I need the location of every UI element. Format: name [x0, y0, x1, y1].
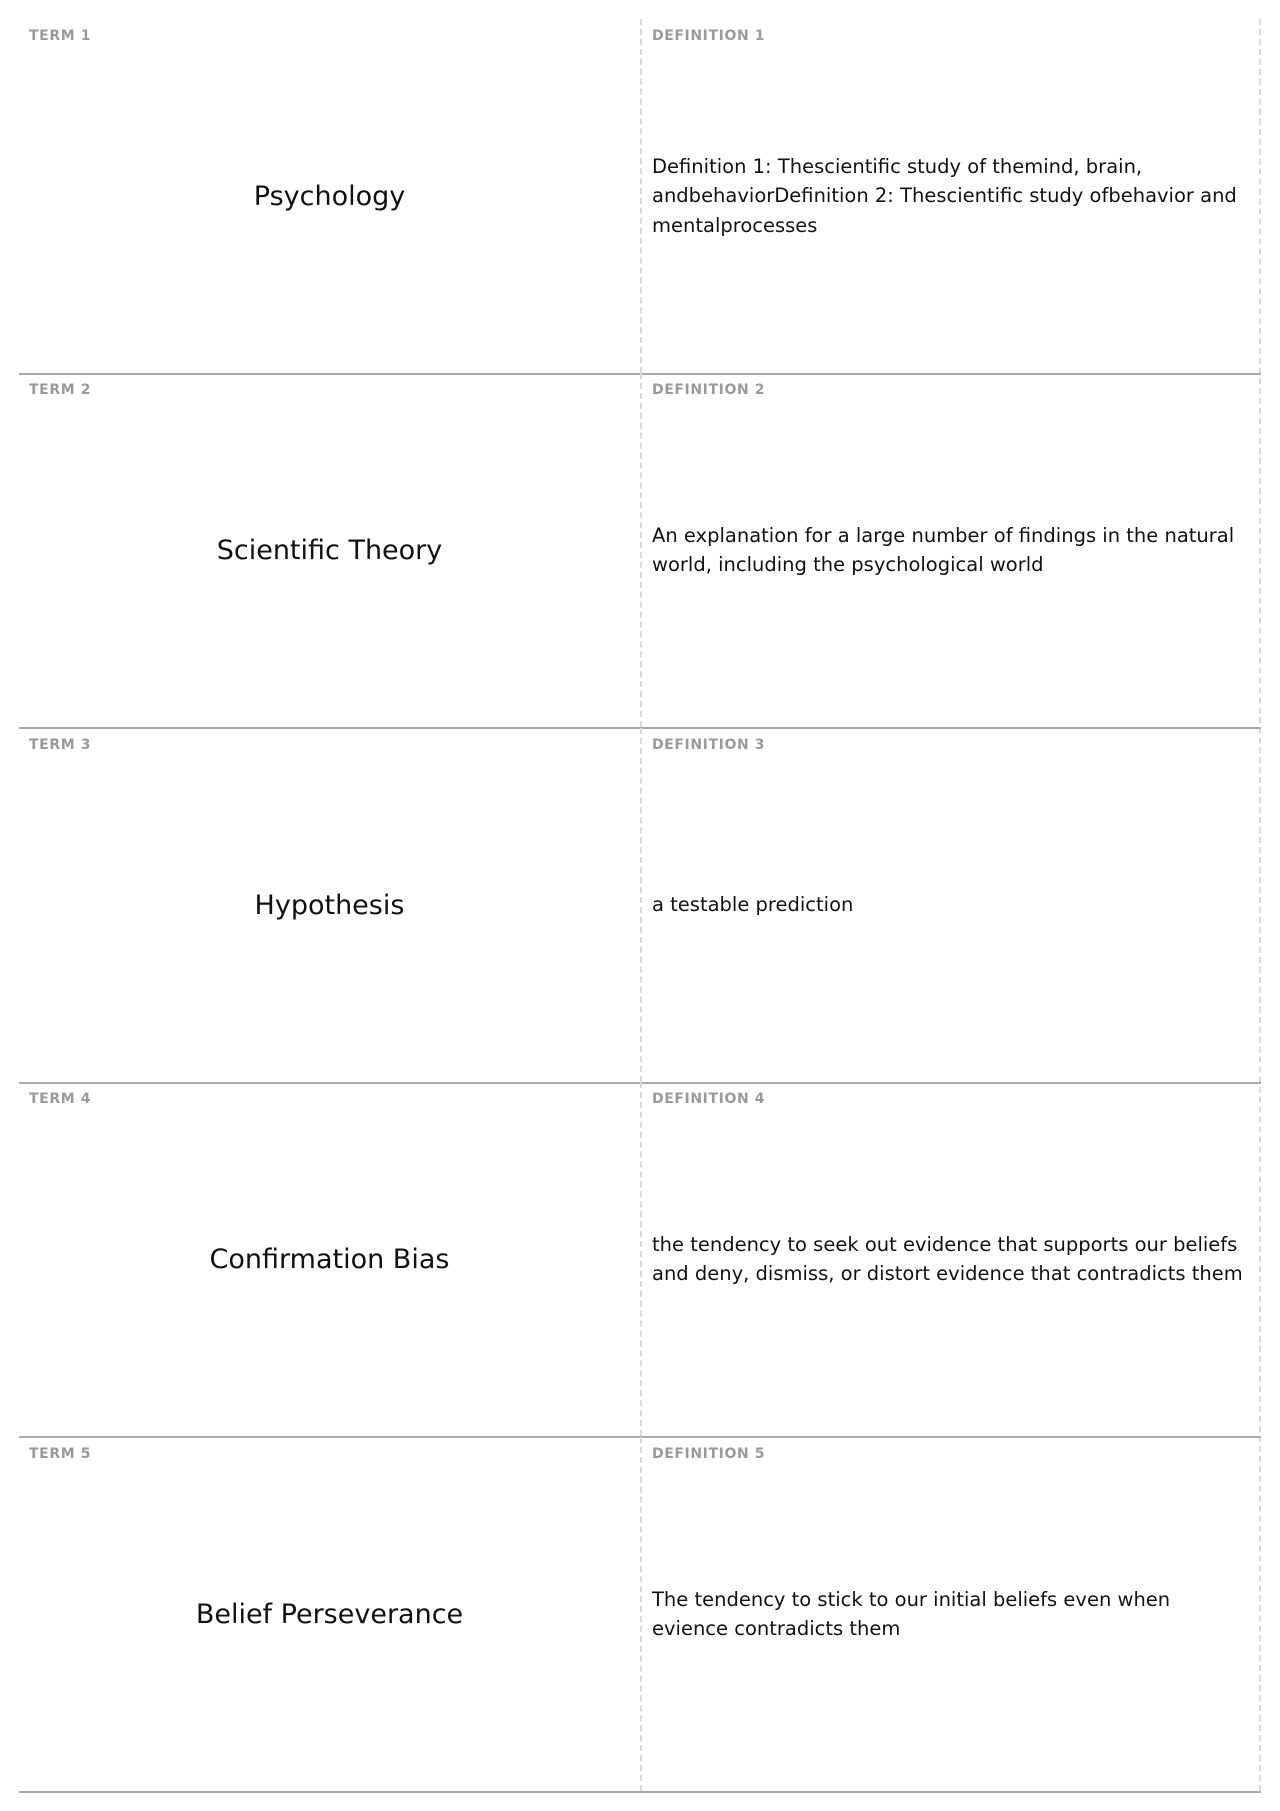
- card-row-4: [19, 1082, 1261, 1438]
- definition-label: DEFINITION 1: [652, 28, 766, 44]
- term-text: Hypothesis: [254, 889, 405, 921]
- definition-cell-1: [640, 19, 1261, 373]
- term-label: TERM 4: [29, 1091, 92, 1107]
- definition-text: An explanation for a large number of findings in the natural world, including the psychological world: [652, 523, 1235, 576]
- term-text: Psychology: [253, 180, 406, 212]
- definition-text: The tendency to stick to our initial beliefs even when evience contradicts them: [652, 1587, 1171, 1640]
- term-text: Belief Perseverance: [195, 1598, 464, 1630]
- card-row-5: [19, 1437, 1261, 1793]
- definition-text: a testable prediction: [652, 893, 854, 917]
- definition-label: DEFINITION 3: [652, 737, 766, 753]
- term-cell-5: [19, 1437, 640, 1791]
- term-text: Confirmation Bias: [209, 1243, 450, 1275]
- term-cell-3: [19, 728, 640, 1082]
- definition-text-wrapper: [652, 373, 1251, 727]
- card-row-1: [19, 19, 1261, 375]
- definition-text: Definition 1: Thescientific study of themind, brain, andbehaviorDefinition 2: Thescientific study ofbehavior and mentalprocesses: [652, 154, 1237, 237]
- definition-text: the tendency to seek out evidence that supports our beliefs and deny, dismiss, or distort evidence that contradicts them: [652, 1232, 1243, 1285]
- definition-cell-4: [640, 1082, 1261, 1436]
- term-cell-4: [19, 1082, 640, 1436]
- term-label: TERM 3: [29, 737, 92, 753]
- term-label: TERM 1: [29, 28, 92, 44]
- definition-label: DEFINITION 5: [652, 1446, 766, 1462]
- term-text: Scientific Theory: [216, 534, 443, 566]
- term-cell-2: [19, 373, 640, 727]
- definition-text-wrapper: [652, 1437, 1251, 1791]
- card-row-2: [19, 373, 1261, 729]
- term-label: TERM 2: [29, 382, 92, 398]
- term-cell-1: [19, 19, 640, 373]
- term-label: TERM 5: [29, 1446, 92, 1462]
- definition-cell-2: [640, 373, 1261, 727]
- definition-label: DEFINITION 4: [652, 1091, 766, 1107]
- card-row-3: [19, 728, 1261, 1084]
- definition-text-wrapper: [652, 1082, 1251, 1436]
- definition-cell-3: [640, 728, 1261, 1082]
- definition-cell-5: [640, 1437, 1261, 1791]
- definition-text-wrapper: [652, 19, 1251, 373]
- definition-label: DEFINITION 2: [652, 382, 766, 398]
- flashcard-sheet: [19, 19, 1261, 1791]
- definition-text-wrapper: [652, 728, 1251, 1082]
